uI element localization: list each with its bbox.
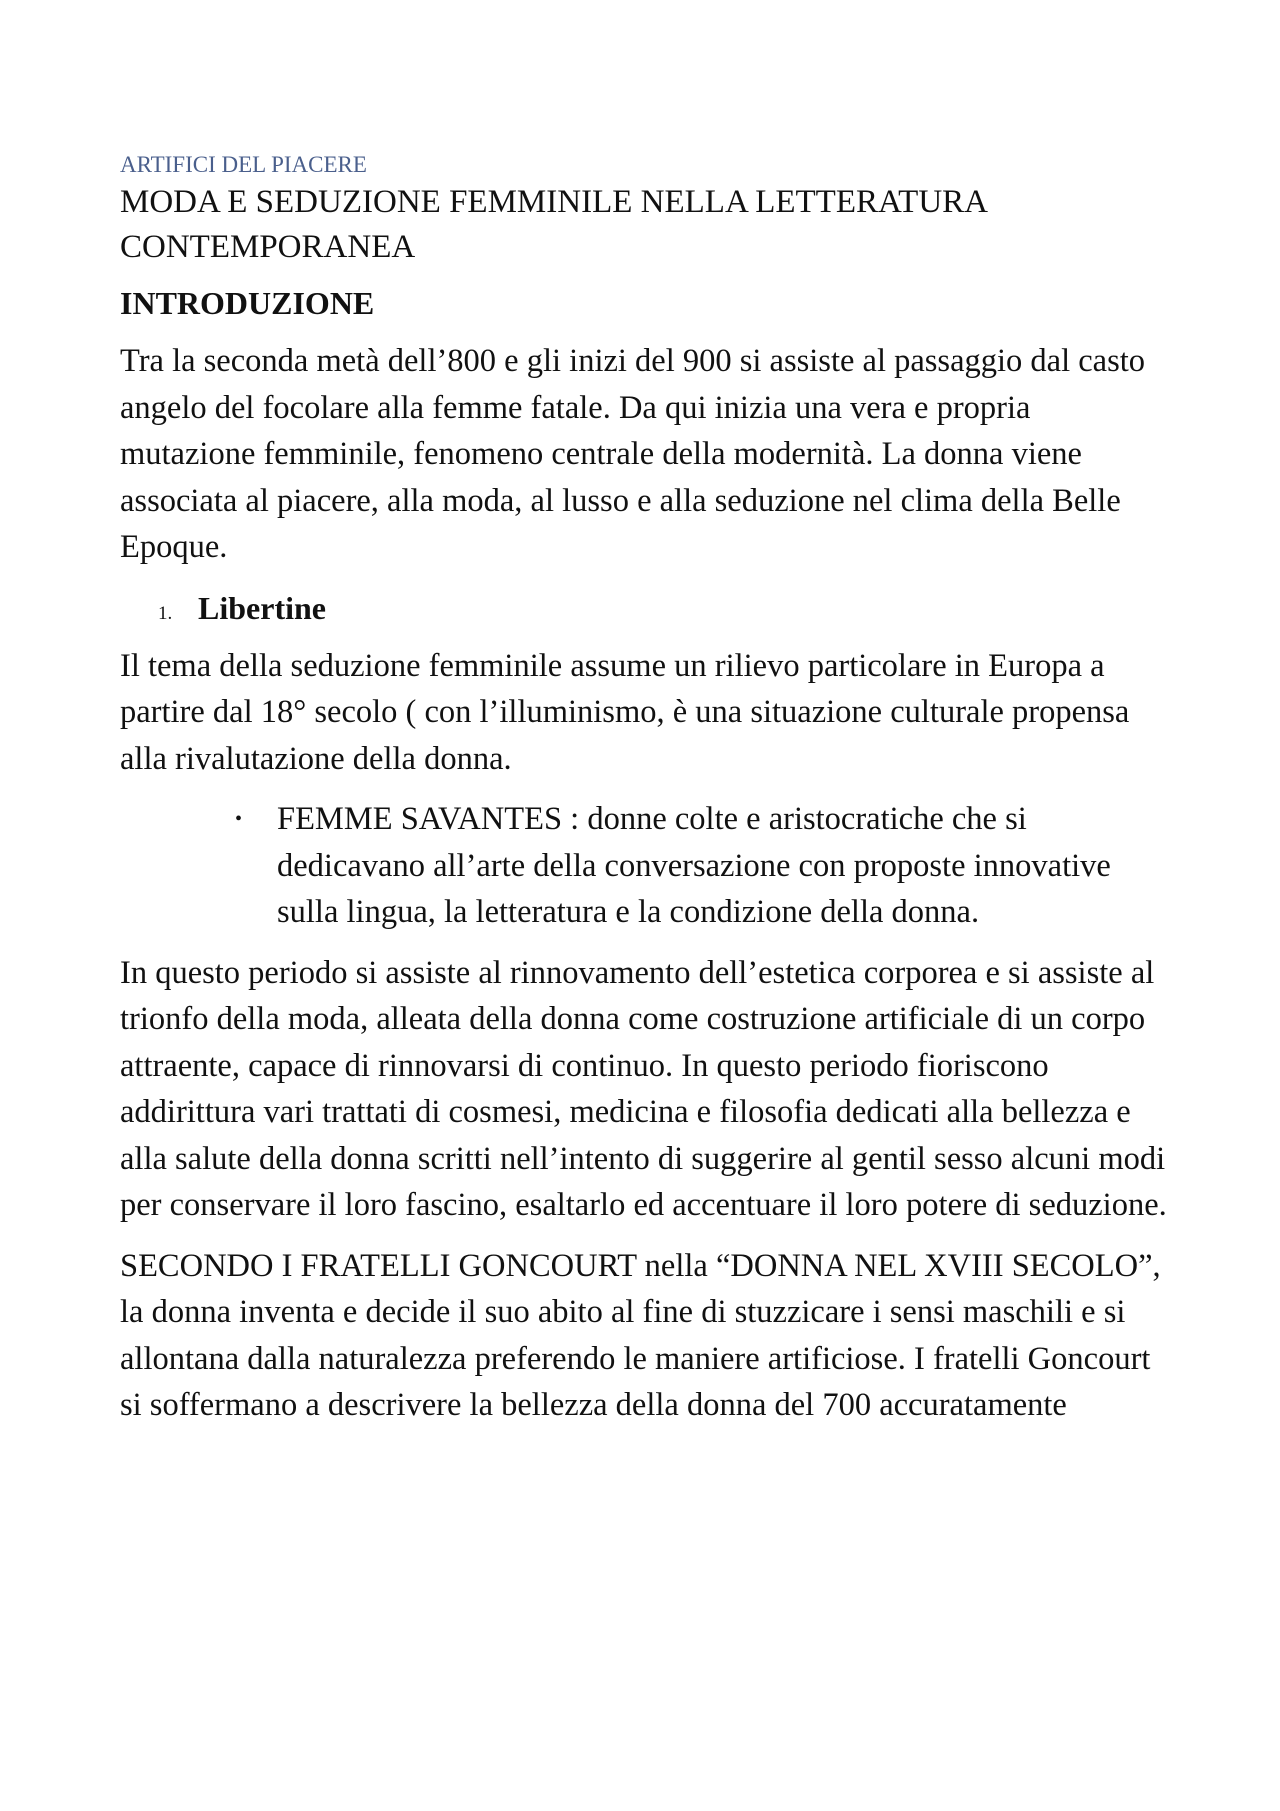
document-page <box>120 150 1170 1443</box>
document-title: MODA E SEDUZIONE FEMMINILE NELLA LETTERATURA CONTEMPORANEA <box>120 184 987 265</box>
section-1-heading-row <box>158 585 1170 631</box>
bullet-icon: • <box>235 808 243 830</box>
intro-paragraph: Tra la seconda metà dell’800 e gli inizi del 900 si assiste al passaggio dal casto angelo del focolare alla femme fatale. Da qui inizia una vera e propria mutazione femminile, fenomeno centrale della modernità. La donna viene associata al piacere, alla moda, al lusso e alla seduzione nel clima della Belle Epoque. <box>120 343 1146 565</box>
section-1-number: 1. <box>158 602 173 624</box>
bullet-text: FEMME SAVANTES : donne colte e aristocratiche che si dedicavano all’arte della conversazione con proposte innovative sulla lingua, la letteratura e la condizione della donna. <box>277 801 1111 930</box>
section-1-paragraph-1: Il tema della seduzione femminile assume un rilievo particolare in Europa a partire dal 18° secolo ( con l’illuminismo, è una situazione culturale propensa alla rivalutazione della donna. <box>120 647 1130 777</box>
document-kicker: ARTIFICI DEL PIACERE <box>120 152 367 177</box>
section-1-paragraph-3: SECONDO I FRATELLI GONCOURT nella “DONNA NEL XVIII SECOLO”, la donna inventa e decide il suo abito al fine di stuzzicare i sensi maschili e si allontana dalla naturalezza preferendo le maniere artificiose. I fratelli Goncourt si soffermano a descrivere la bellezza della donna del 700 accuratamente <box>120 1247 1161 1423</box>
bullet-list-item <box>233 796 1170 936</box>
intro-heading: INTRODUZIONE <box>120 285 375 321</box>
section-1-paragraph-2: In questo periodo si assiste al rinnovamento dell’estetica corporea e si assiste al trionfo della moda, alleata della donna come costruzione artificiale di un corpo attraente, capace di rinnovarsi di continuo. In questo periodo fioriscono addirittura vari trattati di cosmesi, medicina e filosofia dedicati alla bellezza e alla salute della donna scritti nell’intento di suggerire al gentil sesso alcuni modi per conservare il loro fascino, esaltarlo ed accentuare il loro potere di seduzione. <box>120 954 1167 1223</box>
section-1-heading: Libertine <box>198 589 326 626</box>
